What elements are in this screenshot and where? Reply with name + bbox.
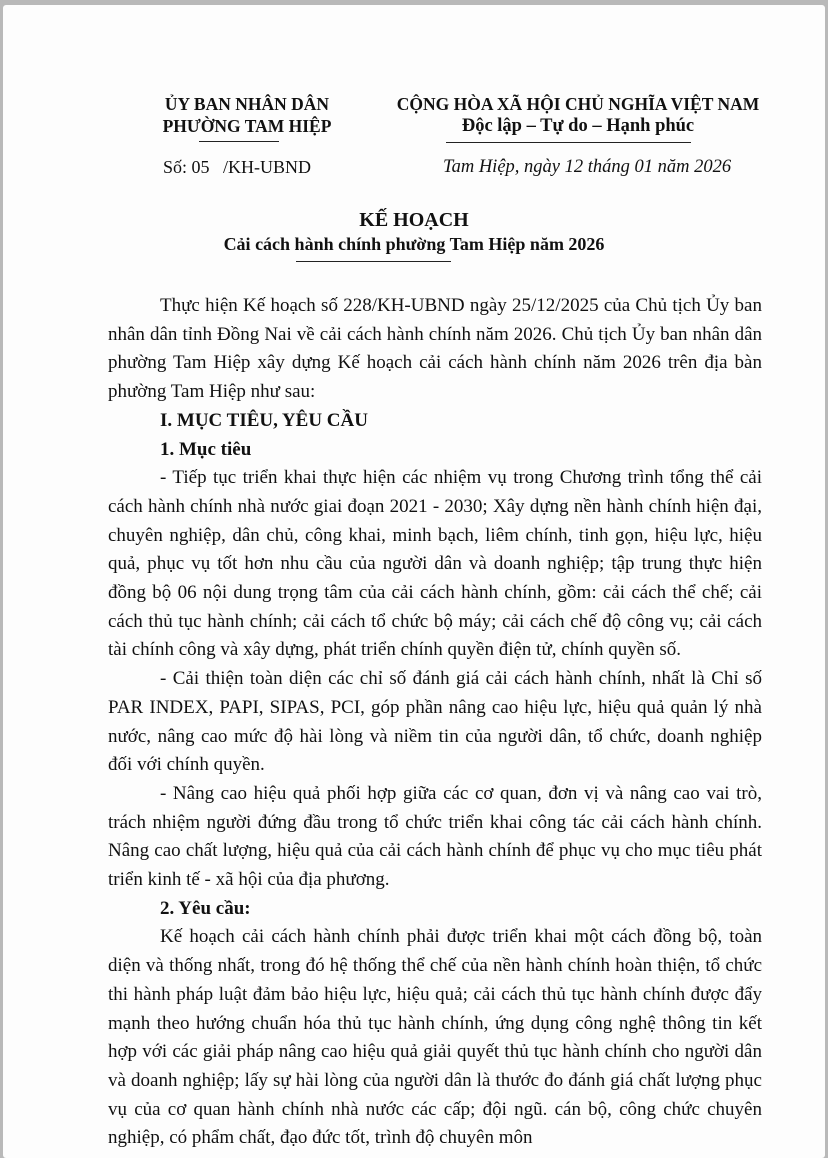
place-and-date: Tam Hiệp, ngày 12 tháng 01 năm 2026 [443, 157, 732, 177]
title-underline [296, 261, 451, 262]
section-heading: 2. Yêu cầu: [160, 897, 251, 919]
section-heading: I. MỤC TIÊU, YÊU CẦU [160, 409, 368, 431]
agency-line-1: ỦY BAN NHÂN DÂN [164, 94, 330, 114]
country-name: CỘNG HÒA XÃ HỘI CHỦ NGHĨA VIỆT NAM [396, 94, 760, 114]
document-body [108, 292, 762, 1153]
section-heading: 1. Mục tiêu [160, 438, 252, 460]
document-number: Số: 05 /KH-UBND [163, 157, 312, 177]
document-page [3, 5, 825, 1158]
body-paragraph: - Tiếp tục triển khai thực hiện các nhiệm vụ trong Chương trình tổng thể cải cách hành chính nhà nước giai đoạn 2021 - 2030; Xây dựng nền hành chính hiện đại, chuyên nghiệp, dân chủ, công khai, minh bạch, liêm chính, tinh gọn, hiệu lực, hiệu quả, phục vụ tốt hơn nhu cầu của người dân và doanh nghiệp; tập trung thực hiện đồng bộ 06 nội dung trọng tâm của cải cách hành chính, gồm: cải cách thể chế; cải cách thủ tục hành chính; cải cách tổ chức bộ máy; cải cách chế độ công vụ; cải cách tài chính công và xây dựng, phát triển chính quyền điện tử, chính quyền số. [108, 467, 762, 661]
issuing-agency [153, 93, 341, 137]
agency-line-2: PHƯỜNG TAM HIỆP [162, 116, 332, 136]
motto-underline [446, 142, 691, 143]
document-title: KẾ HOẠCH [359, 209, 469, 231]
body-paragraph: Kế hoạch cải cách hành chính phải được triển khai một cách đồng bộ, toàn diện và thống nhất, trong đó hệ thống thể chế của nền hành chính hoàn thiện, tổ chức thi hành pháp luật đảm bảo hiệu lực, hiệu quả; cải cách thủ tục hành chính được đẩy mạnh theo hướng chuẩn hóa thủ tục hành chính, ứng dụng công nghệ thông tin kết hợp với các giải pháp nâng cao hiệu quả giải quyết thủ tục hành chính cho người dân và doanh nghiệp; lấy sự hài lòng của người dân là thước đo đánh giá chất lượng phục vụ của cơ quan hành chính nhà nước các cấp; đội ngũ. cán bộ, công chức chuyên nghiệp, có phẩm chất, đạo đức tốt, trình độ chuyên môn [108, 926, 762, 1149]
body-paragraph: - Cải thiện toàn diện các chỉ số đánh giá cải cách hành chính, nhất là Chỉ số PAR INDEX, PAPI, SIPAS, PCI, góp phần nâng cao hiệu lực, hiệu quả quản lý nhà nước, nâng cao mức độ hài lòng và niềm tin của người dân, tổ chức, doanh nghiệp đối với chính quyền. [108, 668, 762, 776]
national-heading [388, 93, 768, 137]
body-paragraph: - Nâng cao hiệu quả phối hợp giữa các cơ quan, đơn vị và nâng cao vai trò, trách nhiệm người đứng đầu trong tổ chức triển khai công tác cải cách hành chính. Nâng cao chất lượng, hiệu quả của cải cách hành chính để phục vụ cho mục tiêu phát triển kinh tế - xã hội của địa phương. [108, 782, 762, 891]
body-paragraph: Thực hiện Kế hoạch số 228/KH-UBND ngày 25/12/2025 của Chủ tịch Ủy ban nhân dân tỉnh Đồng Nai về cải cách hành chính năm 2026. Chủ tịch Ủy ban nhân dân phường Tam Hiệp xây dựng Kế hoạch cải cách hành chính năm 2026 trên địa bàn phường Tam Hiệp như sau: [108, 295, 762, 403]
agency-underline [199, 141, 279, 142]
national-motto: Độc lập – Tự do – Hạnh phúc [461, 116, 695, 136]
document-subtitle: Cải cách hành chính phường Tam Hiệp năm 2026 [223, 234, 605, 254]
